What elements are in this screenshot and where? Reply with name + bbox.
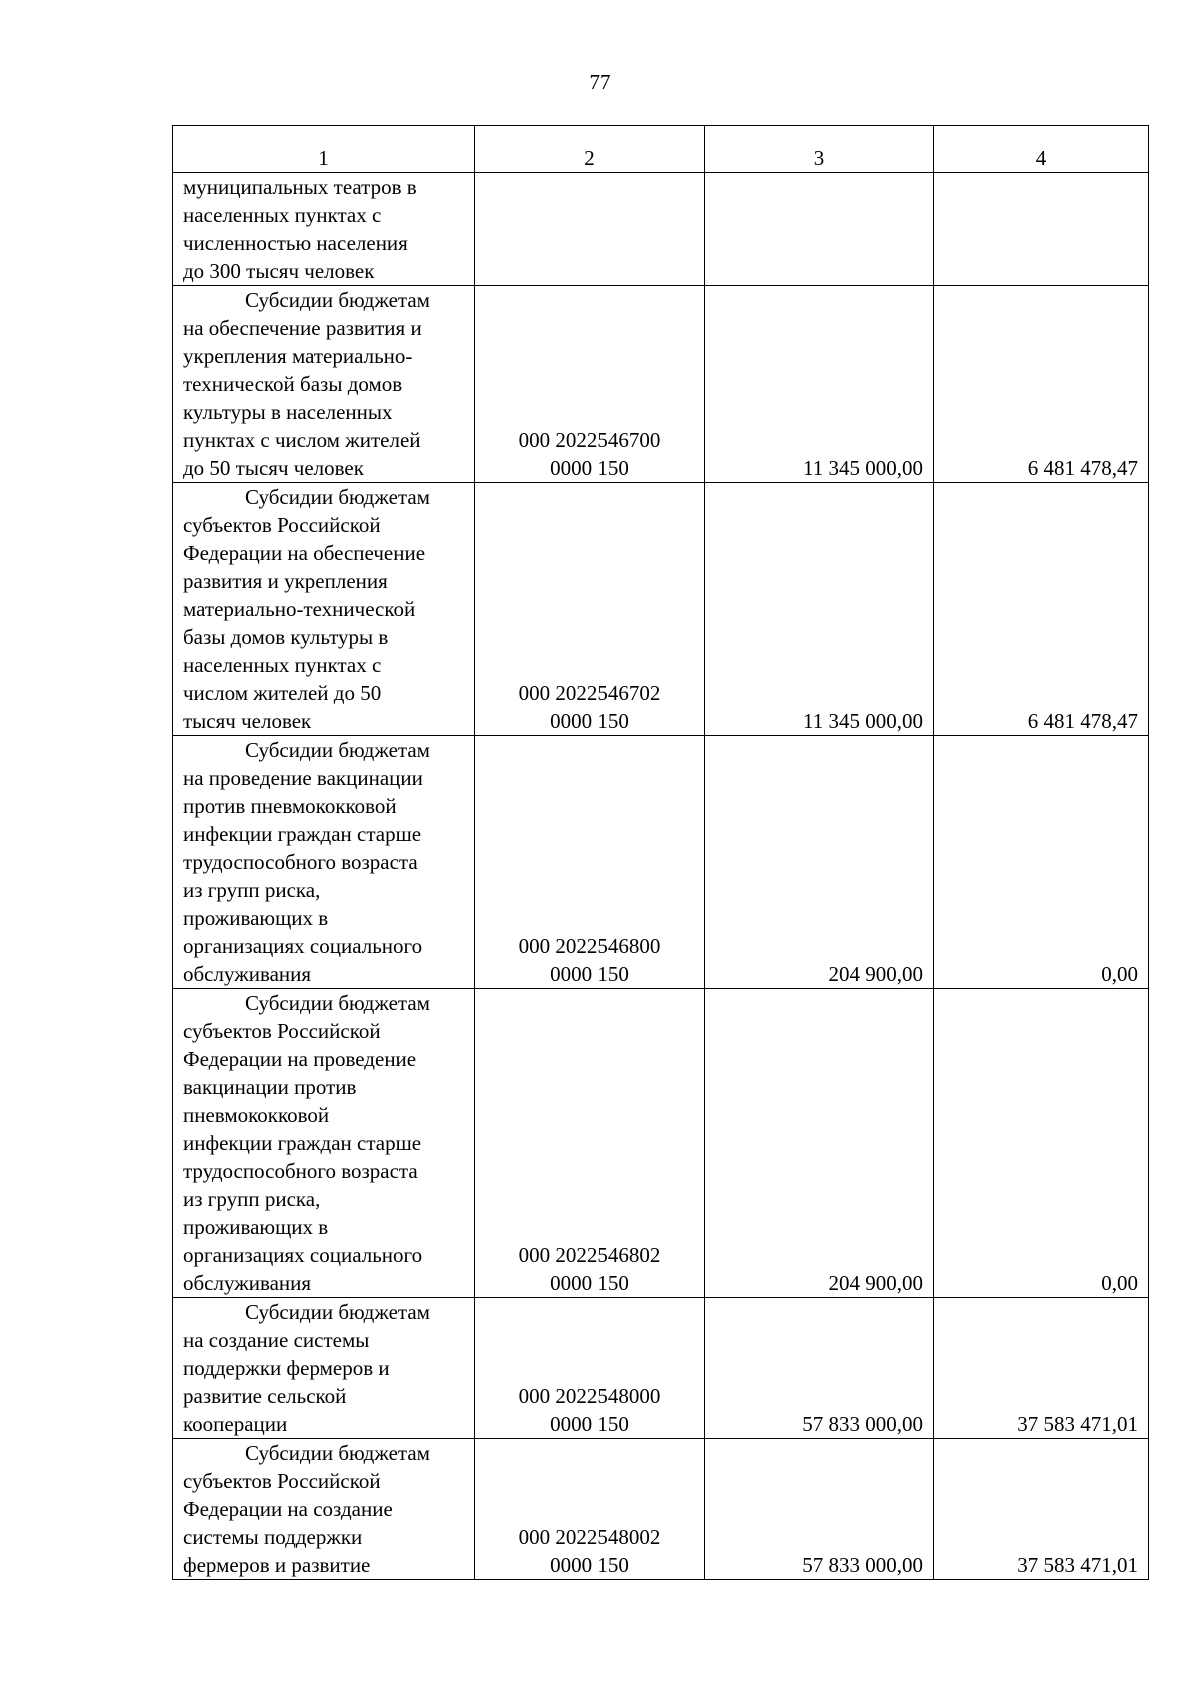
row-code: 000 2022546802 0000 150: [475, 989, 705, 1298]
page-number: 77: [589, 70, 611, 94]
row-fact: 37 583 471,01: [934, 1439, 1149, 1580]
row-plan: 204 900,00: [705, 736, 934, 989]
row-code: 000 2022546702 0000 150: [475, 483, 705, 736]
column-header-1: 1: [173, 126, 475, 173]
row-code: 000 2022548000 0000 150: [475, 1298, 705, 1439]
row-name: Субсидии бюджетам на создание системы поддержки фермеров и развитие сельской кооперации: [173, 1298, 475, 1439]
row-name: Субсидии бюджетам на обеспечение развития и укрепления материально- технической базы домов культуры в населенных пунктах с числом жителей до 50 тысяч человек: [173, 286, 475, 483]
table-row: [173, 173, 1149, 286]
row-code: 000 2022548002 0000 150: [475, 1439, 705, 1580]
row-code: 000 2022546700 0000 150: [475, 286, 705, 483]
row-plan: 204 900,00: [705, 989, 934, 1298]
table-row: [173, 483, 1149, 736]
table-row: [173, 1439, 1149, 1580]
row-code: [475, 173, 705, 286]
row-name: Субсидии бюджетам субъектов Российской Федерации на проведение вакцинации против пневмококковой инфекции граждан старше трудоспособного возраста из групп риска, проживающих в организациях социального обслуживания: [173, 989, 475, 1298]
row-plan: 11 345 000,00: [705, 483, 934, 736]
header-row: [173, 126, 1149, 173]
row-plan: 11 345 000,00: [705, 286, 934, 483]
row-fact: 37 583 471,01: [934, 1298, 1149, 1439]
budget-table: [172, 125, 1149, 1580]
row-fact: 6 481 478,47: [934, 286, 1149, 483]
table-row: [173, 286, 1149, 483]
row-name: Субсидии бюджетам субъектов Российской Федерации на создание системы поддержки фермеров и развитие: [173, 1439, 475, 1580]
column-header-4: 4: [934, 126, 1149, 173]
row-plan: 57 833 000,00: [705, 1439, 934, 1580]
table-row: [173, 989, 1149, 1298]
table-row: [173, 736, 1149, 989]
row-name: муниципальных театров в населенных пунктах с численностью населения до 300 тысяч человек: [173, 173, 475, 286]
row-fact: 0,00: [934, 736, 1149, 989]
row-fact: 0,00: [934, 989, 1149, 1298]
row-name: Субсидии бюджетам на проведение вакцинации против пневмококковой инфекции граждан старше трудоспособного возраста из групп риска, проживающих в организациях социального обслуживания: [173, 736, 475, 989]
row-plan: 57 833 000,00: [705, 1298, 934, 1439]
row-name: Субсидии бюджетам субъектов Российской Федерации на обеспечение развития и укрепления материально-технической базы домов культуры в населенных пунктах с числом жителей до 50 тысяч человек: [173, 483, 475, 736]
table-row: [173, 1298, 1149, 1439]
column-header-3: 3: [705, 126, 934, 173]
column-header-2: 2: [475, 126, 705, 173]
row-fact: 6 481 478,47: [934, 483, 1149, 736]
row-plan: [705, 173, 934, 286]
row-code: 000 2022546800 0000 150: [475, 736, 705, 989]
row-fact: [934, 173, 1149, 286]
